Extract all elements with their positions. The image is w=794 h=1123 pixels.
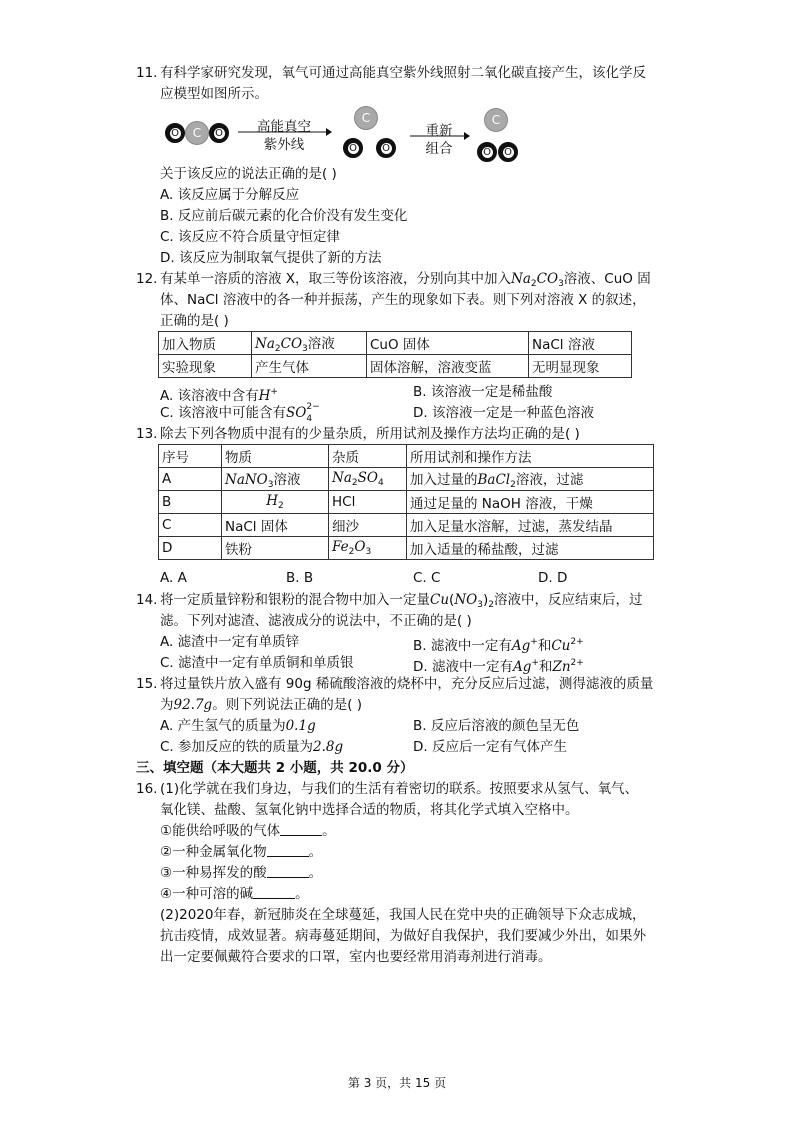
table-cell: $Fe_2O_3$ xyxy=(329,537,407,560)
option-c: C. 该反应不符合质量守恒定律 xyxy=(160,229,341,245)
table-cell: 细沙 xyxy=(329,514,407,537)
option-c: C. 滤渣中一定有单质铜和单质银 xyxy=(160,655,354,671)
question-text: 将过量铁片放入盛有 90g 稀硫酸溶液的烧杯中，充分反应后过滤，测得滤液的质量 xyxy=(160,676,654,692)
question-text: 有科学家研究发现，氧气可通过高能真空紫外线照射二氧化碳直接产生，该化学反 xyxy=(160,65,646,81)
arrow-label-top: 重新 xyxy=(425,123,453,139)
option-a: A. A xyxy=(160,570,187,586)
table-cell: 通过足量的 NaOH 溶液，干燥 xyxy=(407,491,654,514)
table-cell: 铁粉 xyxy=(222,537,329,560)
option-c: C. 该溶液中可能含有SO 2− 4 xyxy=(160,402,320,424)
option-b: B. 反应后溶液的颜色呈无色 xyxy=(413,718,580,734)
arrow-label-bottom: 组合 xyxy=(425,141,453,157)
arrow-label-bottom: 紫外线 xyxy=(263,137,305,153)
answer-blank[interactable] xyxy=(280,822,322,836)
table-cell: $H_2$ xyxy=(222,491,329,514)
option-b: B. 滤液中一定有Ag+和$Cu^{2+}$ xyxy=(413,637,584,654)
table-row xyxy=(159,468,654,491)
page-footer: 第 3 页，共 15 页 xyxy=(347,1076,447,1090)
answer-blank[interactable] xyxy=(253,885,295,899)
table-cell: NaNO$_3$溶液 xyxy=(222,468,329,491)
question-text: (1)化学就在我们身边，与我们的生活有着密切的联系。按照要求从氢气、氧气、 xyxy=(160,781,639,797)
option-b: B. 该溶液一定是稀盐酸 xyxy=(413,384,553,400)
table-cell: CuO 固体 xyxy=(367,332,529,355)
fill-blank-item: ④一种可溶的碱 。 xyxy=(160,886,309,902)
question-text: 体、NaCl 溶液中的各一种并振荡，产生的现象如下表。则下列对溶液 X 的叙述， xyxy=(160,292,646,308)
oxygen-atom: O xyxy=(343,138,363,158)
question-stem: 关于该反应的说法正确的是( ) xyxy=(160,166,337,182)
question-number: 14. xyxy=(136,592,158,608)
question-number: 11. xyxy=(136,65,158,81)
question-text: 出一定要佩戴符合要求的口罩，室内也要经常用消毒剂进行消毒。 xyxy=(160,949,552,965)
carbon-atom: C xyxy=(185,121,209,145)
option-c: C. 参加反应的铁的质量为2.8g xyxy=(160,739,344,755)
question-text: 将一定质量锌粉和银粉的混合物中加入一定量$Cu(NO_3)_2$溶液中，反应结束后，过 xyxy=(160,592,643,610)
table-cell: A xyxy=(159,468,222,491)
option-d: D. 该反应为制取氧气提供了新的方法 xyxy=(160,250,382,266)
question-text: 有某单一溶质的溶液 X，取三等份该溶液，分别向其中加入$Na_2CO_3$溶液、CuO 固 xyxy=(160,271,651,289)
section-heading: 三、填空题（本大题共 2 小题，共 20.0 分） xyxy=(136,760,414,776)
oxygen-atom: O xyxy=(477,142,497,162)
table-row xyxy=(159,332,632,355)
question-number: 16. xyxy=(136,781,158,797)
question-text: (2)2020年春，新冠肺炎在全球蔓延，我国人民在党中央的正确领导下众志成城， xyxy=(160,907,646,923)
option-b: B. 反应前后碳元素的化合价没有发生变化 xyxy=(160,208,408,224)
table-header: 杂质 xyxy=(329,445,407,468)
table-cell: C xyxy=(159,514,222,537)
option-d: D. 反应后一定有气体产生 xyxy=(413,739,567,755)
table-cell: 无明显现象 xyxy=(529,355,632,378)
answer-blank[interactable] xyxy=(267,864,309,878)
question-number: 12. xyxy=(136,271,158,287)
option-c: C. C xyxy=(413,570,441,586)
table-cell: $Na_2SO_4$ xyxy=(329,468,407,491)
option-a: A. 产生氢气的质量为0.1g xyxy=(160,718,316,734)
table-cell: 实验现象 xyxy=(159,355,252,378)
table-cell: B xyxy=(159,491,222,514)
table-header: 物质 xyxy=(222,445,329,468)
table-row xyxy=(159,491,654,514)
oxygen-atom: O xyxy=(209,123,229,143)
question-text: 为92.7g。则下列说法正确的是( ) xyxy=(160,697,363,713)
fill-blank-item: ②一种金属氧化物 。 xyxy=(160,844,323,860)
table-cell: NaCl 溶液 xyxy=(529,332,632,355)
table-row xyxy=(159,355,632,378)
table-cell: 加入过量的BaCl$_2$溶液，过滤 xyxy=(407,468,654,491)
table-row xyxy=(159,445,654,468)
arrow-label-top: 高能真空 xyxy=(257,119,311,135)
table-cell: 固体溶解，溶液变蓝 xyxy=(367,355,529,378)
oxygen-atom: O xyxy=(376,138,396,158)
question-number: 13. xyxy=(136,426,158,442)
oxygen-atom: O xyxy=(498,142,518,162)
question-text: 滤。下列对滤渣、滤液成分的说法中，不正确的是( ) xyxy=(160,613,472,629)
table-row xyxy=(159,514,654,537)
table-row xyxy=(159,537,654,560)
table-cell: HCl xyxy=(329,491,407,514)
carbon-atom: C xyxy=(484,108,508,132)
table-header: 序号 xyxy=(159,445,222,468)
table-cell: 加入足量水溶解，过滤，蒸发结晶 xyxy=(407,514,654,537)
table-cell: 加入适量的稀盐酸，过滤 xyxy=(407,537,654,560)
option-a: A. 滤渣中一定有单质锌 xyxy=(160,634,300,650)
carbon-atom: C xyxy=(354,106,378,130)
option-a: A. 该溶液中含有H+ xyxy=(160,387,278,404)
fill-blank-item: ①能供给呼吸的气体 。 xyxy=(160,823,336,839)
option-d: D. D xyxy=(538,570,568,586)
table-cell: $Na_2CO_3$溶液 xyxy=(252,332,367,355)
option-a: A. 该反应属于分解反应 xyxy=(160,187,300,203)
question-text: 氧化镁、盐酸、氢氧化钠中选择合适的物质，将其化学式填入空格中。 xyxy=(160,802,579,818)
purification-table xyxy=(158,444,654,560)
option-b: B. B xyxy=(286,570,314,586)
table-cell: NaCl 固体 xyxy=(222,514,329,537)
answer-blank[interactable] xyxy=(267,843,309,857)
question-text: 除去下列各物质中混有的少量杂质，所用试剂及操作方法均正确的是( ) xyxy=(160,426,580,442)
option-d: D. 该溶液一定是一种蓝色溶液 xyxy=(413,405,594,421)
question-text: 抗击疫情，成效显著。病毒蔓延期间，为做好自我保护，我们要减少外出，如果外 xyxy=(160,928,646,944)
oxygen-atom: O xyxy=(165,123,185,143)
question-number: 15. xyxy=(136,676,158,692)
question-text: 应模型如图所示。 xyxy=(160,86,268,102)
option-d: D. 滤液中一定有Ag+和$Zn^{2+}$ xyxy=(413,658,584,675)
table-cell: 产生气体 xyxy=(252,355,367,378)
fill-blank-item: ③一种易挥发的酸 。 xyxy=(160,865,323,881)
table-header: 所用试剂和操作方法 xyxy=(407,445,654,468)
table-cell: D xyxy=(159,537,222,560)
reaction-table xyxy=(158,331,632,378)
table-cell: 加入物质 xyxy=(159,332,252,355)
question-text: 正确的是( ) xyxy=(160,313,229,329)
